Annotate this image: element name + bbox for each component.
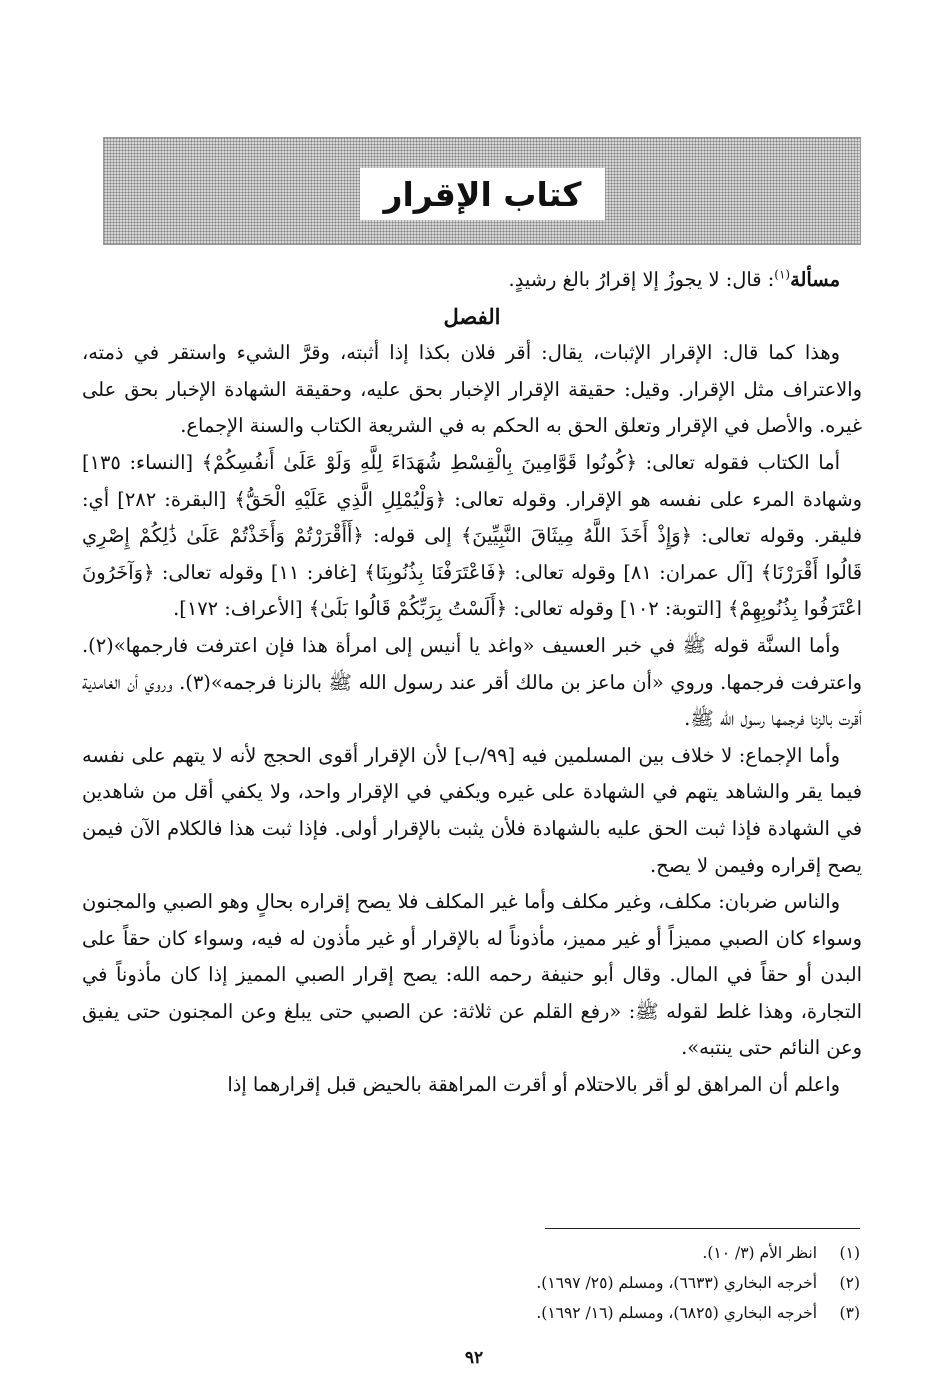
paragraph: أما الكتاب فقوله تعالى: ﴿كُونُوا قَوَّامِينَ بِالْقِسْطِ شُهَدَاءَ لِلَّهِ وَلَوْ عَلَىٰ أَنفُسِكُمْ﴾ [النساء: ١٣٥] وشهادة المرء على نفسه هو الإقرار. وقوله تعالى: ﴿وَلْيُمْلِلِ الَّذِي عَلَيْهِ الْحَقُّ﴾ [البقرة: ٢٨٢] أي: فليقر. وقوله تعالى: ﴿وَإِذْ أَخَذَ اللَّهُ مِيثَاقَ النَّبِيِّينَ﴾ إلى قوله: ﴿أَأَقْرَرْتُمْ وَأَخَذْتُمْ عَلَىٰ ذَٰلِكُمْ إِصْرِي قَالُوا أَقْرَرْنَا﴾ [آل عمران: ٨١] وقوله تعالى: ﴿فَاعْتَرَفْنَا بِذُنُوبِنَا﴾ [غافر: ١١] وقوله تعالى: ﴿وَآخَرُونَ اعْتَرَفُوا بِذُنُوبِهِمْ﴾ [التوبة: ١٠٢] وقوله تعالى: ﴿أَلَسْتُ بِرَبِّكُمْ قَالُوا بَلَىٰ﴾ [الأعراف: ١٧٢]. bbox=[82, 450, 863, 621]
footnote bbox=[440, 1238, 860, 1268]
footnote-divider bbox=[545, 1228, 860, 1229]
paragraph: والناس ضربان: مكلف، وغير مكلف وأما غير المكلف فلا يصح إقراره بحالٍ وهو الصبي والمجنون وسواء كان الصبي مميزاً أو غير مميز، مأذوناً له بالإقرار أو غير مأذون له فيه، وسواء كان حقاً على البدن أو حقاً في المال. وقال أبو حنيفة رحمه الله: يصح إقرار الصبي المميز إذا كان مأذوناً في التجارة، وهذا غلط لقوله ﷺ: «رفع القلم عن ثلاثة: عن الصبي حتى يبلغ وعن المجنون حتى يفيق وعن النائم حتى ينتبه». bbox=[82, 890, 862, 1060]
chapter-title-box bbox=[360, 168, 605, 220]
paragraph: وأما الإجماع: لا خلاف بين المسلمين فيه [٩٩/ب] لأن الإقرار أقوى الحجج لأنه لا يتهم على نفسه فيما يقر والشاهد يتهم في الشهادة على غيره ويكفي في الإقرار واحد، ولا يكفي أقل من شاهدين في الشهادة فإذا ثبت الحق عليه بالشهادة فلأن يثبت بالإقرار أولى. فإذا ثبت هذا فالكلام الآن فيمن يصح إقراره وفيمن لا يصح. bbox=[82, 743, 862, 877]
footnote-number: (٣) bbox=[839, 1304, 860, 1322]
footnote-number: (٢) bbox=[839, 1274, 860, 1292]
section-heading: الفصل bbox=[443, 303, 501, 329]
main-text bbox=[82, 262, 862, 1104]
footnote bbox=[440, 1298, 860, 1328]
issue-text: : قال: لا يجوزُ إلا إقرارُ بالغ رشيدٍ. bbox=[508, 268, 775, 291]
footnote-marker: (١) bbox=[774, 267, 791, 282]
footnote-text: أخرجه البخاري (٦٦٣٣)، ومسلم (٢٥/ ١٦٩٧). bbox=[536, 1274, 818, 1292]
paragraph: واعلم أن المراهق لو أقر بالاحتلام أو أقرت المراهقة بالحيض قبل إقرارهما إذا bbox=[227, 1073, 840, 1097]
footnote-text: انظر الأم (٣/ ١٠). bbox=[702, 1244, 818, 1262]
page-number: ٩٢ bbox=[464, 1348, 484, 1368]
paragraph: وأما السنَّة قوله ﷺ في خبر العسيف «واغد يا أنيس إلى امرأة هذا فإن اعترفت فارجمها»(٢). واعترفت فرجمها. وروي «أن ماعز بن مالك أقر عند رسول الله ﷺ بالزنا فرجمه»(٣). وروي أن الغامدية أقرت بالزنا فرجمها رسول الله ﷺ. bbox=[82, 633, 862, 731]
footnote-number: (١) bbox=[839, 1244, 860, 1262]
paragraph: وهذا كما قال: الإقرار الإثبات، يقال: أقر فلان بكذا إذا أثبته، وقرَّ الشيء واستقر في ذمته، والاعتراف مثل الإقرار. وقيل: حقيقة الإقرار الإخبار بحق عليه، وحقيقة الشهادة الإخبار بحق على غيره. والأصل في الإقرار وتعلق الحق به الحكم به في الشريعة الكتاب والسنة الإجماع. bbox=[82, 341, 862, 438]
chapter-banner bbox=[103, 137, 861, 245]
footnote-text: أخرجه البخاري (٦٨٢٥)، ومسلم (١٦/ ١٦٩٢). bbox=[536, 1304, 818, 1322]
footnotes bbox=[440, 1238, 860, 1328]
footnote bbox=[440, 1268, 860, 1298]
chapter-title: كتاب الإقرار bbox=[383, 174, 582, 214]
issue-line bbox=[82, 262, 862, 299]
issue-label: مسألة bbox=[790, 268, 840, 291]
